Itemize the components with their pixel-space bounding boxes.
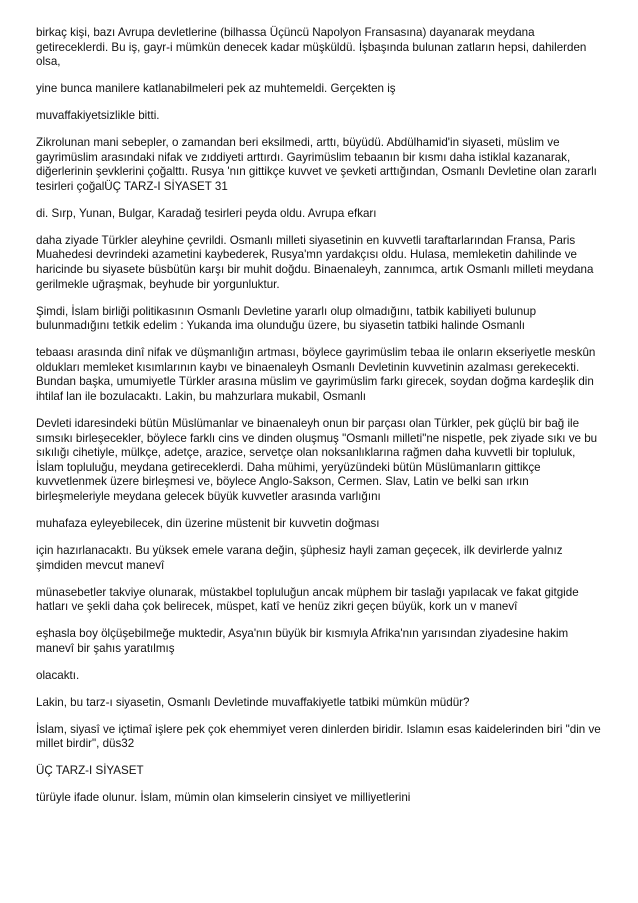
paragraph: için hazırlanacaktı. Bu yüksek emele varana değin, şüphesiz hayli zaman geçecek, ilk devirlerde yalnız şimdiden mevcut manevî bbox=[36, 543, 563, 572]
paragraph: birkaç kişi, bazı Avrupa devletlerine (bilhassa Üçüncü Napolyon Fransasına) dayanarak meydana getireceklerdi. Bu iş, gayr-i mümkün denecek kadar müşküldü. İşbaşında bulunan zatların hepsi, dahilerden olsa, bbox=[36, 26, 587, 69]
paragraph: münasebetler takviye olunarak, müstakbel topluluğun ancak müphem bir taslağı yapılacak ve fakat gitgide hatları ve şekli daha çok belirecek, müspet, katî ve henüz zikri geçen büyük, kork un v manevî bbox=[36, 585, 579, 614]
paragraph: Şimdi, İslam birliği politikasının Osmanlı Devletine yararlı olup olmadığını, tatbik kabiliyeti bulunup bulunmadığını tetkik edelim : Yukanda ima olunduğu üzere, bu siyasetin tatbiki halinde Osmanlı bbox=[36, 304, 537, 333]
paragraph: daha ziyade Türkler aleyhine çevrildi. Osmanlı milleti siyasetinin en kuvvetli taraftarlarından Fransa, Paris Muahedesi devrindeki azametini kaybederek, Rusya'mn yardakçısı oldu. Hulasa, memleketin dahilinde ve haricinde bu siyasete büsbütün karşı bir muhit doğdu. Binaenaleyh, zannımca, artık Osmanlı milleti meydana gerilmekle uğraşmak, beyhude bir yorgunluktur. bbox=[36, 233, 594, 291]
paragraph: yine bunca manilere katlanabilmeleri pek az muhtemeldi. Gerçekten iş bbox=[36, 82, 396, 96]
paragraph: muvaffakiyetsizlikle bitti. bbox=[36, 109, 160, 123]
paragraph: eşhasla boy ölçüşebilmeğe muktedir, Asya'nın büyük bir kısmıyla Afrika'nın yarısından ziyadesine hakim manevî bir şahıs yaratılmış bbox=[36, 627, 569, 655]
paragraph: muhafaza eyleyebilecek, din üzerine müstenit bir kuvvetin doğması bbox=[36, 516, 380, 530]
paragraph: di. Sırp, Yunan, Bulgar, Karadağ tesirleri peyda oldu. Avrupa efkarı bbox=[36, 206, 377, 220]
paragraph: Devleti idaresindeki bütün Müslümanlar ve binaenaleyh onun bir parçası olan Türkler, pek güçlü bir bağ ile sımsıkı birleşecekler, böylece farklı cins ve dinden oluşmuş "Osmanlı milleti"ne nispetle, pek ziyade sıkı ve bu sıkılığı cihetiyle, mülkçe, adetçe, arazice, servetçe olan noksanlıklarına rağmen daha kuvvetli bir topluluk, İslam topluluğu, meydana getireceklerdi. Daha mühimi, yeryüzündeki bütün Müslümanların gittikçe kuvvetlenmek üzere birleşmesi ve, böylece Anglo-Sakson, Cermen. Slav, Latin ve belki san ırkın birleşmeleriyle meydana gelecek büyük kuvvetler arasında varlığını bbox=[36, 417, 598, 503]
paragraph: türüyle ifade olunur. İslam, mümin olan kimselerin cinsiyet ve milliyetlerini bbox=[36, 791, 411, 805]
paragraph: tebaası arasında dinî nifak ve düşmanlığın artması, böylece gayrimüslim tebaa ile onların ekseriyetle meskûn oldukları memleket kısımlarının kaybı ve binaenaleyh Osmanlı Devletinin kuvvetinin azalması gerekecekti. Bundan başka, umumiyetle Türkler arasına müslim ve gayrimüslim farkı girecek, soydan doğma kardeşlik din ihtilaf lan ile bozulacaktı. Lakin, bu mahzurlara mukabil, Osmanlı bbox=[36, 346, 596, 404]
paragraph: olacaktı. bbox=[36, 668, 80, 682]
paragraph: Zikrolunan mani sebepler, o zamandan beri eksilmedi, arttı, büyüdü. Abdülhamid'in siyaseti, müslim ve gayrimüslim arasındaki nifak ve zıddiyeti arttırdı. Gayrimüslim tebaanın bir kısmı daha istiklal kazanarak, diğerlerinin şevklerini çoğalttı. Rusya 'nın gittikçe kuvvet ve şevketi arttığından, Osmanlı Devletine olan zararlı tesirleri çoğalÜÇ TARZ-I SİYASET 31 bbox=[36, 136, 597, 193]
running-header: ÜÇ TARZ-I SİYASET bbox=[36, 764, 144, 778]
paragraph: Lakin, bu tarz-ı siyasetin, Osmanlı Devletinde muvaffakiyetle tatbiki mümkün müdür? bbox=[36, 695, 470, 709]
paragraph: İslam, siyasî ve içtimaî işlere pek çok ehemmiyet veren dinlerden biridir. Islamın esas kaidelerinden biri "din ve millet birdir", düs32 bbox=[36, 722, 601, 751]
document-page bbox=[36, 26, 606, 818]
